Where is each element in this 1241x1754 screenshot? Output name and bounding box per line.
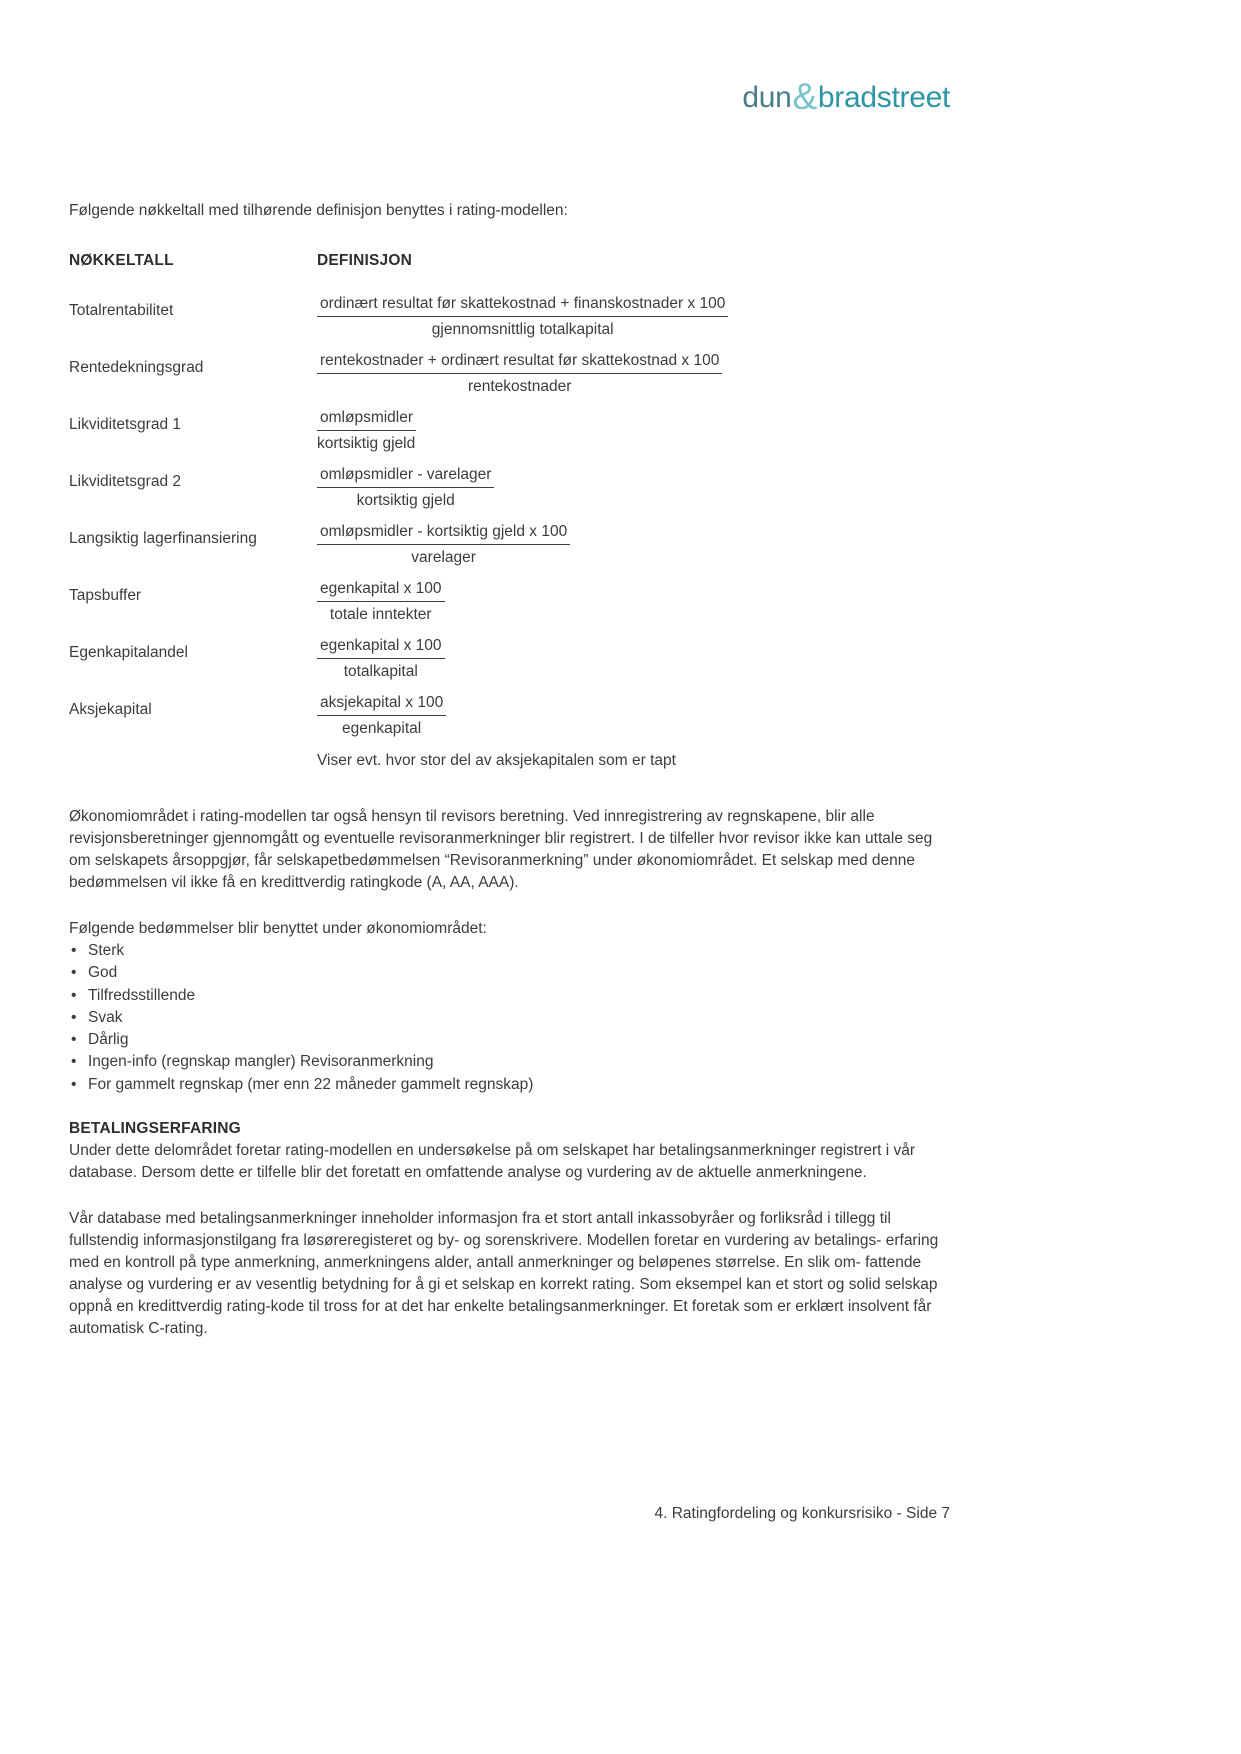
intro-text: Følgende nøkkeltall med tilhørende definisjon benyttes i rating-modellen: xyxy=(69,202,568,219)
table-row xyxy=(69,579,950,626)
section-heading-betalingserfaring: BETALINGSERFARING xyxy=(69,1120,241,1138)
table-header-row xyxy=(69,250,950,272)
formula xyxy=(317,693,446,738)
ratio-label: Langsiktig lagerfinansiering xyxy=(69,530,257,547)
formula-denominator: egenkapital xyxy=(341,720,422,737)
ratio-label: Likviditetsgrad 2 xyxy=(69,473,182,490)
aksjekapital-note: Viser evt. hvor stor del av aksjekapitalen som er tapt xyxy=(317,752,676,769)
table-row xyxy=(69,294,950,341)
ratio-label: Totalrentabilitet xyxy=(69,302,174,319)
formula-denominator: varelager xyxy=(411,549,476,566)
table-row xyxy=(69,465,950,512)
formula-denominator: gjennomsnittlig totalkapital xyxy=(431,321,614,338)
formula-denominator: totale inntekter xyxy=(329,606,432,623)
formula xyxy=(317,522,570,567)
ratio-label: Tapsbuffer xyxy=(69,587,142,604)
formula xyxy=(317,408,416,453)
formula-denominator: rentekostnader xyxy=(467,378,572,395)
logo-word-bradstreet: bradstreet xyxy=(817,81,950,114)
key-figures-table xyxy=(69,250,950,772)
formula-denominator: kortsiktig gjeld xyxy=(317,435,416,452)
ratio-label: Aksjekapital xyxy=(69,701,152,718)
table-row xyxy=(69,636,950,683)
formula xyxy=(317,351,722,396)
list-item: • Tilfredsstillende xyxy=(69,985,950,1007)
column-header-definisjon: DEFINISJON xyxy=(317,252,413,269)
paragraph-betalingserfaring: Under dette delområdet foretar rating-modellen en undersøkelse på om selskapet har betalingsanmerkninger registrert i vår database. Dersom dette er tilfelle blir det foretatt en omfattende analyse og vurdering av de aktuelle anmerkningene. xyxy=(69,1142,916,1182)
formula xyxy=(317,294,728,339)
table-row xyxy=(69,408,950,455)
formula xyxy=(317,636,445,681)
formula-denominator: totalkapital xyxy=(343,663,418,680)
formula-numerator: omløpsmidler - kortsiktig gjeld x 100 xyxy=(317,522,570,545)
paragraph-database: Vår database med betalingsanmerkninger inneholder informasjon fra et stort antall inkassobyråer og forliksråd i tillegg til fullstendig informasjonstilgang fra løsøreregisteret og by- og sorenskrivere. Modellen foretar en vurdering av betalings- erfaring med en kontroll på type anmerkning, anmerkningens alder, antall anmerkninger og beløpenes størrelse. En slik om- fattende analyse og vurdering er av vesentlig betydning for å gi et selskap en korrekt rating. Som eksempel kan et stort og solid selskap oppnå en kredittverdig rating-kode til tross for at det har enkelte betalingsanmerkninger. Et foretak som er erklært insolvent får automatisk C-rating. xyxy=(69,1210,939,1338)
ratio-label: Egenkapitalandel xyxy=(69,644,188,661)
table-row xyxy=(69,693,950,740)
formula-numerator: aksjekapital x 100 xyxy=(317,693,446,716)
formula-numerator: ordinært resultat før skattekostnad + finanskostnader x 100 xyxy=(317,294,728,317)
logo-word-dun: dun xyxy=(742,81,792,114)
page-content xyxy=(69,200,950,1364)
formula-numerator: omløpsmidler - varelager xyxy=(317,465,494,488)
list-item: • Dårlig xyxy=(69,1029,950,1051)
table-row xyxy=(69,351,950,398)
list-item: • Svak xyxy=(69,1007,950,1029)
list-item: • Sterk xyxy=(69,940,950,962)
paragraph-okonomiomradet: Økonomiområdet i rating-modellen tar også hensyn til revisors beretning. Ved innregistrering av regnskapene, blir alle revisjonsberetninger gjennomgått og eventuelle revisoranmerkninger blir registrert. I de tilfeller hvor revisor ikke kan uttale seg om selskapets årsoppgjør, får selskapetbedømmelsen “Revisoranmerkning” under økonomiområdet. Et selskap med denne bedømmelsen vil ikke få en kredittverdig ratingkode (A, AA, AAA). xyxy=(69,808,933,891)
table-row xyxy=(69,522,950,569)
judgements-list-intro: Følgende bedømmelser blir benyttet under økonomiområdet: xyxy=(69,920,487,937)
formula-numerator: rentekostnader + ordinært resultat før skattekostnad x 100 xyxy=(317,351,722,374)
formula-numerator: egenkapital x 100 xyxy=(317,579,445,602)
list-item: • God xyxy=(69,962,950,984)
list-item: • For gammelt regnskap (mer enn 22 måneder gammelt regnskap) xyxy=(69,1074,950,1096)
ratio-label: Rentedekningsgrad xyxy=(69,359,204,376)
formula xyxy=(317,465,494,510)
dun-bradstreet-logo xyxy=(742,74,950,116)
page-footer: 4. Ratingfordeling og konkursrisiko - Side 7 xyxy=(654,1505,950,1522)
formula-numerator: egenkapital x 100 xyxy=(317,636,445,659)
column-header-nokkeltall: NØKKELTALL xyxy=(69,252,174,269)
formula-numerator: omløpsmidler xyxy=(317,408,416,431)
list-item: • Ingen-info (regnskap mangler) Revisoranmerkning xyxy=(69,1051,950,1073)
judgements-list xyxy=(69,940,950,1096)
formula-denominator: kortsiktig gjeld xyxy=(356,492,455,509)
ratio-label: Likviditetsgrad 1 xyxy=(69,416,182,433)
logo-ampersand-icon: & xyxy=(792,76,817,117)
formula xyxy=(317,579,445,624)
